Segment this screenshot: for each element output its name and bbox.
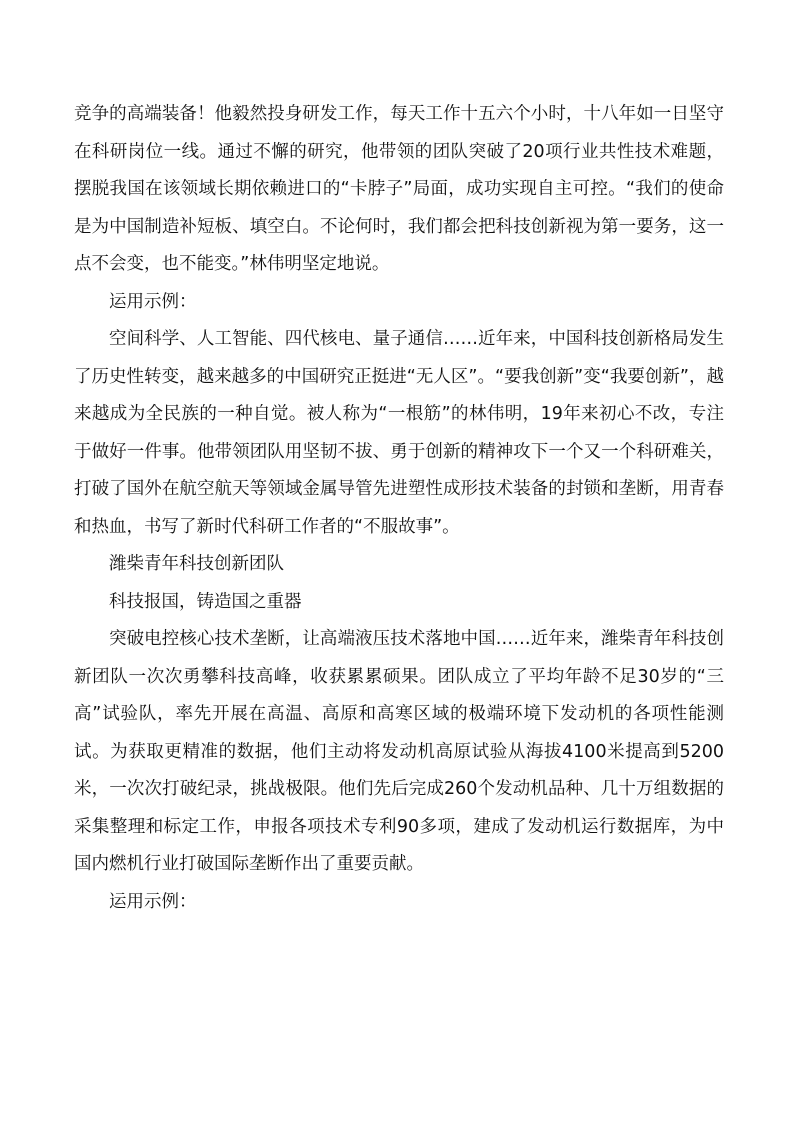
paragraph-usage-example-label-2: 运用示例： (109, 891, 197, 912)
paragraph-lin-weiming-story: 竞争的高端装备！他毅然投身研发工作，每天工作十五六个小时，十八年如一日坚守在科研岗位一线。通过不懈的研究，他带领的团队突破了20项行业共性技术难题，摆脱我国在该领域长期依赖进口的“卡脖子”局面，成功实现自主可控。“我们的使命是为中国制造补短板、填空白。不论何时，我们都会把科技创新视为第一要务，这一点不会变，也不能变。”林伟明坚定地说。 (74, 104, 724, 274)
paragraph-usage-example-label: 运用示例： (109, 291, 197, 312)
section-heading-weichai-team: 潍柴青年科技创新团队 (109, 554, 284, 574)
paragraph-usage-example-text: 空间科学、人工智能、四代核电、量子通信……近年来，中国科技创新格局发生了历史性转变，越来越多的中国研究正挺进“无人区”。“要我创新”变“我要创新”，越来越成为全民族的一种自觉。被人称为“一根筋”的林伟明，19年来初心不改，专注于做好一件事。他带领团队用坚韧不拔、勇于创新的精神攻下一个又一个科研难关，打破了国外在航空航天等领域金属导管先进塑性成形技术装备的封锁和垄断，用青春和热血，书写了新时代科研工作者的“不服故事”。 (74, 329, 724, 537)
section-subheading: 科技报国，铸造国之重器 (109, 591, 302, 612)
paragraph-weichai-story: 突破电控核心技术垄断，让高端液压技术落地中国……近年来，潍柴青年科技创新团队一次次勇攀科技高峰，收获累累硕果。团队成立了平均年龄不足30岁的“三高”试验队，率先开展在高温、高原和高寒区域的极端环境下发动机的各项性能测试。为获取更精准的数据，他们主动将发动机高原试验从海拔4100米提高到5200米，一次次打破纪录，挑战极限。他们先后完成260个发动机品种、几十万组数据的采集整理和标定工作，申报各项技术专利90多项，建成了发动机运行数据库，为中国内燃机行业打破国际垄断作出了重要贡献。 (74, 629, 724, 874)
document-page (74, 96, 724, 921)
